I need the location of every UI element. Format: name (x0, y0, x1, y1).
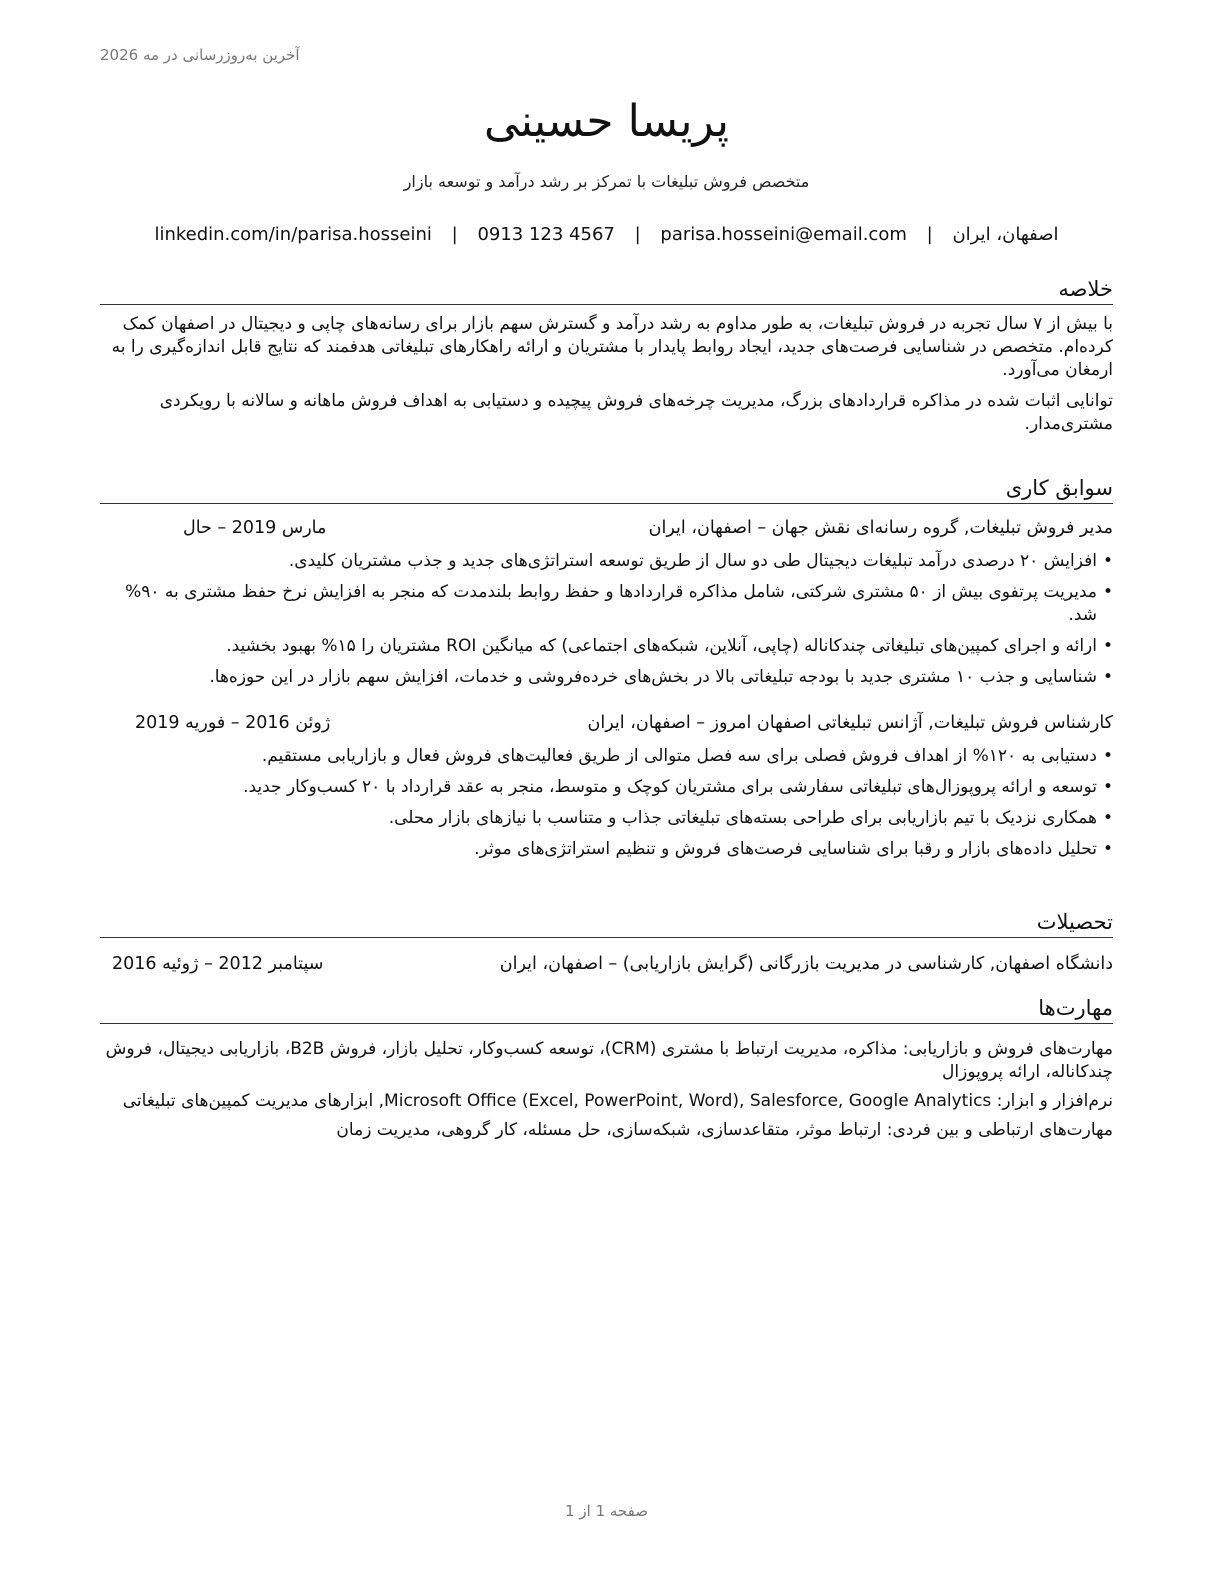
list-item: • تحلیل داده‌های بازار و رقبا برای شناسایی فرصت‌های فروش و تنظیم استراتژی‌های موثر. (100, 838, 1113, 861)
contact-phone[interactable]: 0913 123 4567 (477, 224, 615, 245)
last-updated-note: آخرین به‌روزرسانی در مه 2026 (100, 46, 300, 64)
job-dates: مارس 2019 – حال (183, 518, 327, 539)
list-item: • ارائه و اجرای کمپین‌های تبلیغاتی چندکاناله (چاپی، آنلاین، شبکه‌های اجتماعی) که میانگین ROI مشتریان را ۱۵% بهبود بخشید. (100, 635, 1113, 658)
experience-section (100, 475, 1113, 861)
skill-line: مهارت‌های ارتباطی و بین فردی: ارتباط موثر، متقاعدسازی، شبکه‌سازی، حل مسئله، کار گروهی، مدیریت زمان (336, 1120, 1113, 1141)
contact-separator: | (634, 224, 641, 245)
job-entry (100, 711, 1113, 861)
job-entry (100, 516, 1113, 689)
education-dates: سپتامبر 2012 – ژوئیه 2016 (112, 954, 324, 975)
job-bullets (100, 550, 1113, 689)
list-item: • توسعه و ارائه پروپوزال‌های تبلیغاتی سفارشی برای مشتریان کوچک و متوسط، منجر به عقد قرارداد با ۲۰ کسب‌وکار جدید. (100, 776, 1113, 799)
list-item: • دستیابی به ۱۲۰% از اهداف فروش فصلی برای سه فصل متوالی از طریق فعالیت‌های فروش فعال و بازاریابی مستقیم. (100, 745, 1113, 768)
skill-line: نرم‌افزار و ابزار: Microsoft Office (Excel, PowerPoint, Word), Salesforce, Google Analytics, ابزارهای مدیریت کمپین‌های تبلیغاتی (122, 1091, 1113, 1112)
education-section (100, 909, 1113, 978)
job-title: کارشناس فروش تبلیغات, آژانس تبلیغاتی اصفهان امروز – اصفهان، ایران (587, 712, 1113, 733)
contact-email[interactable]: parisa.hosseini@email.com (660, 224, 907, 245)
skills-heading: مهارت‌ها (100, 995, 1113, 1024)
education-entry (100, 952, 1113, 978)
tagline: متخصص فروش تبلیغات با تمرکز بر رشد درآمد و توسعه بازار (403, 172, 810, 191)
resume-page (100, 0, 1113, 1584)
job-header (100, 711, 1113, 737)
experience-heading: سوابق کاری (100, 475, 1113, 504)
list-item: • همکاری نزدیک با تیم بازاریابی برای طراحی بسته‌های تبلیغاتی جذاب و متناسب با نیازهای بازار محلی. (100, 807, 1113, 830)
job-header (100, 516, 1113, 542)
summary-paragraph: توانایی اثبات شده در مذاکره قراردادهای بزرگ، مدیریت چرخه‌های فروش پیچیده و دستیابی به اهداف فروش ماهانه و سالانه با رویکردی مشتری‌مدار. (159, 391, 1113, 435)
contact-separator: | (926, 224, 933, 245)
job-dates: ژوئن 2016 – فوریه 2019 (135, 712, 331, 733)
education-title: دانشگاه اصفهان, کارشناسی در مدیریت بازرگانی (گرایش بازاریابی) – اصفهان، ایران (499, 954, 1113, 975)
skill-line: مهارت‌های فروش و بازاریابی: مذاکره، مدیریت ارتباط با مشتری (CRM)، توسعه کسب‌وکار، تحلیل بازار، فروش B2B، بازاریابی دیجیتال، فروش چندکاناله، ارائه پروپوزال (105, 1039, 1113, 1083)
summary-section (100, 276, 1113, 436)
job-bullets (100, 745, 1113, 861)
list-item: • افزایش ۲۰ درصدی درآمد تبلیغات دیجیتال طی دو سال از طریق توسعه استراتژی‌های جدید و جذب مشتریان کلیدی. (100, 550, 1113, 573)
contact-location: اصفهان، ایران (952, 224, 1059, 245)
candidate-name: پریسا حسینی (483, 96, 730, 147)
contact-linkedin[interactable]: linkedin.com/in/parisa.hosseini (154, 224, 432, 245)
list-item: • مدیریت پرتفوی بیش از ۵۰ مشتری شرکتی، شامل مذاکره قراردادها و حفظ روابط بلندمدت که منجر به افزایش نرخ حفظ مشتری به ۹۰% شد. (100, 581, 1113, 627)
education-heading: تحصیلات (100, 909, 1113, 938)
summary-heading: خلاصه (100, 276, 1113, 305)
summary-paragraph: با بیش از ۷ سال تجربه در فروش تبلیغات، به طور مداوم به رشد درآمد و گسترش سهم بازار برای رسانه‌های چاپی و دیجیتال در اصفهان کمک کرده‌ام. متخصص در شناسایی فرصت‌های جدید، ایجاد روابط پایدار با مشتریان و ارائه راهکارهای تبلیغاتی هدفمند که نتایج قابل اندازه‌گیری را به ارمغان می‌آورد. (111, 314, 1113, 381)
skills-section (100, 995, 1113, 1142)
contact-separator: | (451, 224, 458, 245)
job-title: مدیر فروش تبلیغات, گروه رسانه‌ای نقش جهان – اصفهان، ایران (648, 518, 1113, 539)
page-number: صفحه 1 از 1 (565, 1502, 648, 1520)
list-item: • شناسایی و جذب ۱۰ مشتری جدید با بودجه تبلیغاتی بالا در بخش‌های خرده‌فروشی و خدمات، افزایش سهم بازار در این حوزه‌ها. (100, 666, 1113, 689)
contact-line (100, 224, 1113, 245)
